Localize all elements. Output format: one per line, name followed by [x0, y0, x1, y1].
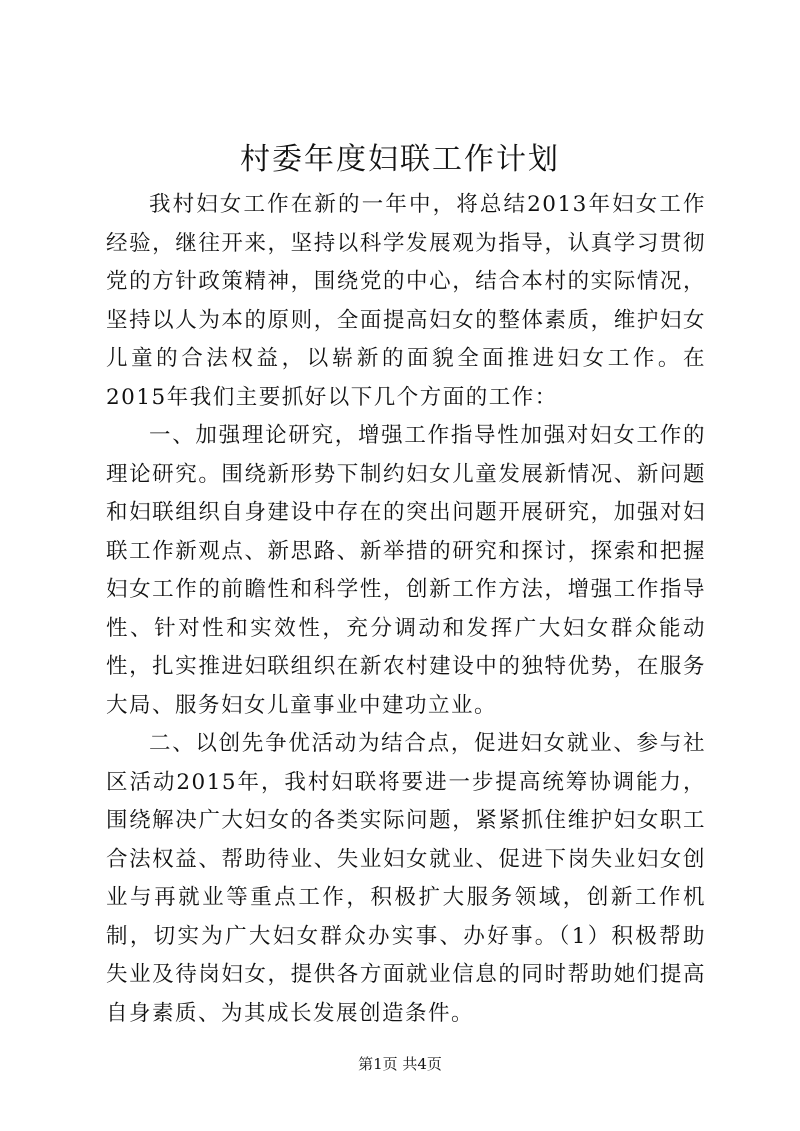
- document-body: [106, 186, 706, 1033]
- paragraph-section-two: 二、以创先争优活动为结合点，促进妇女就业、参与社区活动2015年，我村妇联将要进一步提高统筹协调能力，围绕解决广大妇女的各类实际问题，紧紧抓住维护妇女职工合法权益、帮助待业、失业妇女就业、促进下岗失业妇女创业与再就业等重点工作，积极扩大服务领域，创新工作机制，切实为广大妇女群众办实事、办好事。（1）积极帮助失业及待岗妇女，提供各方面就业信息的同时帮助她们提高自身素质、为其成长发展创造条件。: [106, 731, 706, 1026]
- paragraph-section-one: 一、加强理论研究，增强工作指导性加强对妇女工作的理论研究。围绕新形势下制约妇女儿童发展新情况、新问题和妇联组织自身建设中存在的突出问题开展研究，加强对妇联工作新观点、新思路、新举措的研究和探讨，探索和把握妇女工作的前瞻性和科学性，创新工作方法，增强工作指导性、针对性和实效性，充分调动和发挥广大妇女群众能动性，扎实推进妇联组织在新农村建设中的独特优势，在服务大局、服务妇女儿童事业中建功立业。: [106, 423, 706, 718]
- paragraph-intro: 我村妇女工作在新的一年中，将总结2013年妇女工作经验，继往开来，坚持以科学发展观为指导，认真学习贯彻党的方针政策精神，围绕党的中心，结合本村的实际情况，坚持以人为本的原则，全面提高妇女的整体素质，维护妇女儿童的合法权益，以崭新的面貌全面推进妇女工作。在2015年我们主要抓好以下几个方面的工作：: [106, 192, 706, 410]
- page-number-footer: 第1页 共4页: [358, 1055, 442, 1073]
- document-title: 村委年度妇联工作计划: [240, 142, 560, 177]
